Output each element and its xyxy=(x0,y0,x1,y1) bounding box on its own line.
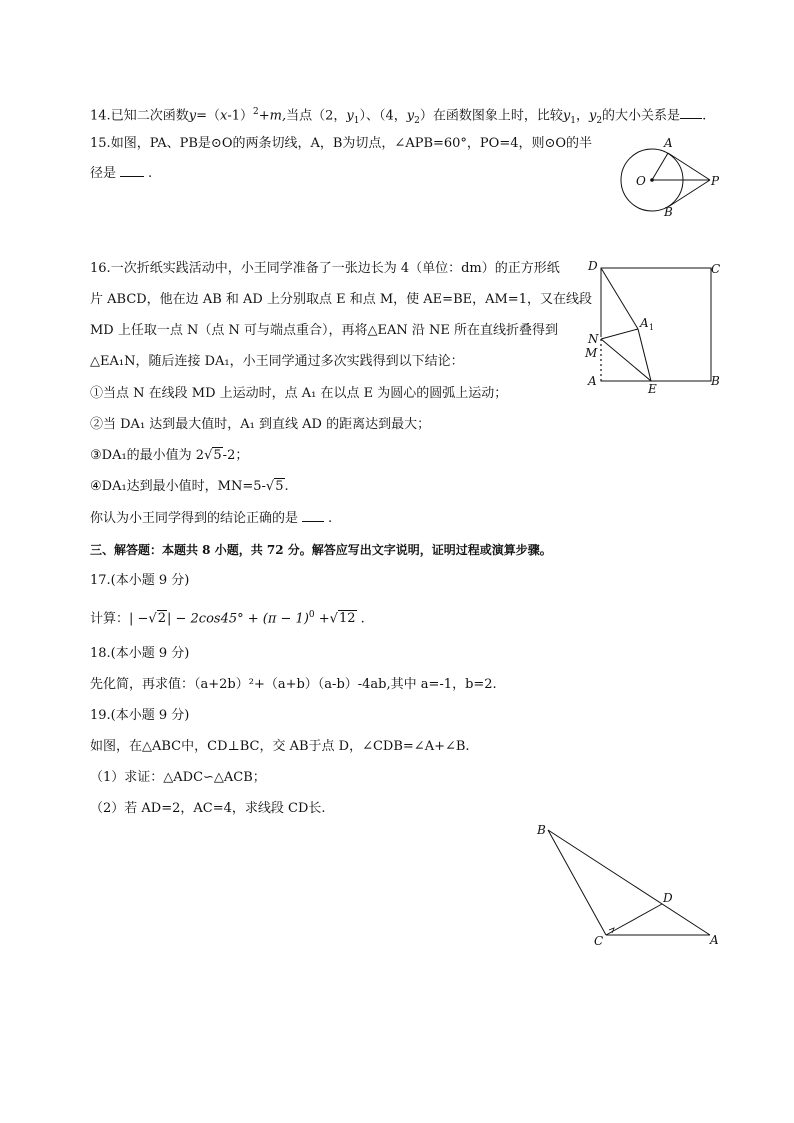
question-16-line1 xyxy=(90,260,560,278)
c3-post: -2； xyxy=(222,448,249,463)
q19-header: 19.(本小题 9 分) xyxy=(90,708,190,723)
q14-number: 14. xyxy=(90,108,111,124)
section-title: 三、解答题：本题共 8 小题，共 72 分。解答应写出文字说明，证明过程或演算步骤。 xyxy=(90,543,552,557)
q16-number: 16. xyxy=(90,261,111,276)
label-n: N xyxy=(588,332,599,346)
label-p: P xyxy=(711,174,720,188)
conclusion-1: ①当点 N 在线段 MD 上运动时，点 A₁ 在以点 E 为圆心的圆弧上运动； xyxy=(90,386,508,401)
q14-sub2b: 2 xyxy=(596,115,603,126)
q14-plus-m: +m, xyxy=(258,108,287,124)
label-a1-sub: 1 xyxy=(649,323,655,332)
folding-square-figure xyxy=(584,257,724,397)
q16-text3: MD 上任取一点 N（点 N 可与端点重合），再将△EAN 沿 NE 所在直线折叠得到 xyxy=(90,323,559,338)
q17-header: 17.(本小题 9 分) xyxy=(90,573,190,588)
q14-y2: y xyxy=(406,108,415,124)
radius-oa xyxy=(652,153,668,180)
q16-text1: 一次折纸实践活动中，小王同学准备了一张边长为 4（单位：dm）的正方形纸 xyxy=(110,261,560,276)
q17-radicand2: 12 xyxy=(338,611,356,627)
answer-blank xyxy=(120,164,144,177)
q14-stem: 已知二次函数 xyxy=(110,108,189,124)
label-b: B xyxy=(711,374,720,388)
circle-tangent-figure xyxy=(618,135,728,220)
q14-sub2: 2 xyxy=(414,115,420,126)
q15-end: . xyxy=(148,166,153,181)
q15-text2: 径是 xyxy=(90,166,117,181)
q14-sub1: 1 xyxy=(353,115,360,126)
label-a: A xyxy=(710,933,719,947)
q18-text: 先化简，再求值：（a+2b）²+（a+b）（a-b）-4ab,其中 a=-1，b=2. xyxy=(90,677,497,692)
question-16-ask xyxy=(90,509,332,528)
label-d: D xyxy=(588,259,598,273)
q14-mid: ）、（4， xyxy=(359,108,407,124)
q14-rest: -1） xyxy=(227,108,253,124)
q16-text4: △EA₁N，随后连接 DA₁，小王同学通过多次实践得到以下结论： xyxy=(90,354,464,369)
label-a1: A xyxy=(640,316,649,330)
q14-y2b: y xyxy=(588,108,597,124)
question-15-line1 xyxy=(90,135,592,153)
q14-square: 2 xyxy=(252,107,259,117)
q15-text: 如图，PA、PB是⊙O的两条切线，A，B为切点，∠APB=60°，PO=4，则⊙O的半 xyxy=(110,136,593,151)
q14-tail: ）在函数图象上时，比较 xyxy=(419,108,563,124)
q14-y1: y xyxy=(346,108,354,124)
label-a: A xyxy=(588,374,597,388)
question-15-line2 xyxy=(90,164,152,183)
c4-radicand: 5 xyxy=(275,479,284,494)
label-m: M xyxy=(585,346,598,360)
q14-y1b: y xyxy=(562,108,571,124)
q19-part2: （2）若 AD=2，AC=4，求线段 CD长. xyxy=(90,801,326,816)
conclusion-3: ③DA₁的最小值为 2√5-2； xyxy=(90,448,249,463)
c4-post: . xyxy=(284,479,289,494)
label-b: B xyxy=(664,205,673,219)
q14-tail3: 的大小关系是 xyxy=(602,108,681,124)
segment-bc xyxy=(548,830,606,935)
segment-na1 xyxy=(601,329,638,339)
q17-label: 计算： xyxy=(90,611,130,627)
square-abcd xyxy=(601,268,711,381)
label-b: B xyxy=(537,823,546,837)
q14-sub1b: 1 xyxy=(570,115,576,126)
segment-a1e xyxy=(638,329,651,381)
q19-part1: （1）求证：△ADC∽△ACB； xyxy=(90,770,266,785)
q14-x: x xyxy=(219,108,228,124)
label-e: E xyxy=(648,382,657,396)
q14-y: y xyxy=(188,108,197,124)
answer-blank xyxy=(302,509,324,522)
center-dot xyxy=(650,178,654,182)
label-o: O xyxy=(636,174,646,188)
q16-ask-end: . xyxy=(328,511,333,526)
q16-text2: 片 ABCD，他在边 AB 和 AD 上分别取点 E 和点 M，使 AE=BE，AM=1，又在线段 xyxy=(90,292,592,307)
conclusion-2: ②当 DA₁ 达到最大值时，A₁ 到直线 AD 的距离达到最大； xyxy=(90,417,431,432)
q16-ask: 你认为小王同学得到的结论正确的是 xyxy=(90,511,299,526)
q14-period: . xyxy=(702,108,707,124)
conclusion-4: ④DA₁达到最小值时，MN=5-√5. xyxy=(90,479,289,494)
label-c: C xyxy=(711,262,721,276)
label-d: D xyxy=(663,891,673,905)
q15-number: 15. xyxy=(90,136,111,151)
q17-expression: 计算：| $-√2| - 2\cos 45^\circ + (\pi - 1)^0 +√12$ . xyxy=(90,610,365,627)
q14-point1: 当点（2， xyxy=(286,108,347,124)
label-a: A xyxy=(664,136,673,150)
q17-expr-b: | − 2cos45° + (π − 1) xyxy=(167,611,309,627)
q19-stem: 如图，在△ABC中，CD⊥BC，交 AB于点 D，∠CDB=∠A+∠B. xyxy=(90,739,470,754)
q17-end: . xyxy=(356,611,365,627)
c3-radicand: 5 xyxy=(213,448,222,463)
c3-pre: ③DA₁的最小值为 2 xyxy=(90,448,205,463)
segment-ne xyxy=(601,339,651,381)
label-c: C xyxy=(594,934,604,948)
triangle-figure xyxy=(530,820,730,955)
q18-header: 18.(本小题 9 分) xyxy=(90,646,190,661)
segment-cd xyxy=(606,904,662,935)
q17-expr-a: | − xyxy=(129,611,149,627)
q17-expr-c: + xyxy=(314,611,330,627)
question-14 xyxy=(90,103,706,130)
q14-eq: =（ xyxy=(196,108,220,124)
q14-comma: ， xyxy=(575,108,589,124)
segment-ba xyxy=(548,830,710,935)
q17-radicand1: 2 xyxy=(157,611,166,627)
q17-sup: 0 xyxy=(308,610,315,620)
tangent-pa xyxy=(668,153,710,180)
c4-pre: ④DA₁达到最小值时，MN=5- xyxy=(90,479,266,494)
tangent-pb xyxy=(668,180,710,207)
answer-blank xyxy=(680,106,702,119)
segment-da1 xyxy=(601,268,638,329)
